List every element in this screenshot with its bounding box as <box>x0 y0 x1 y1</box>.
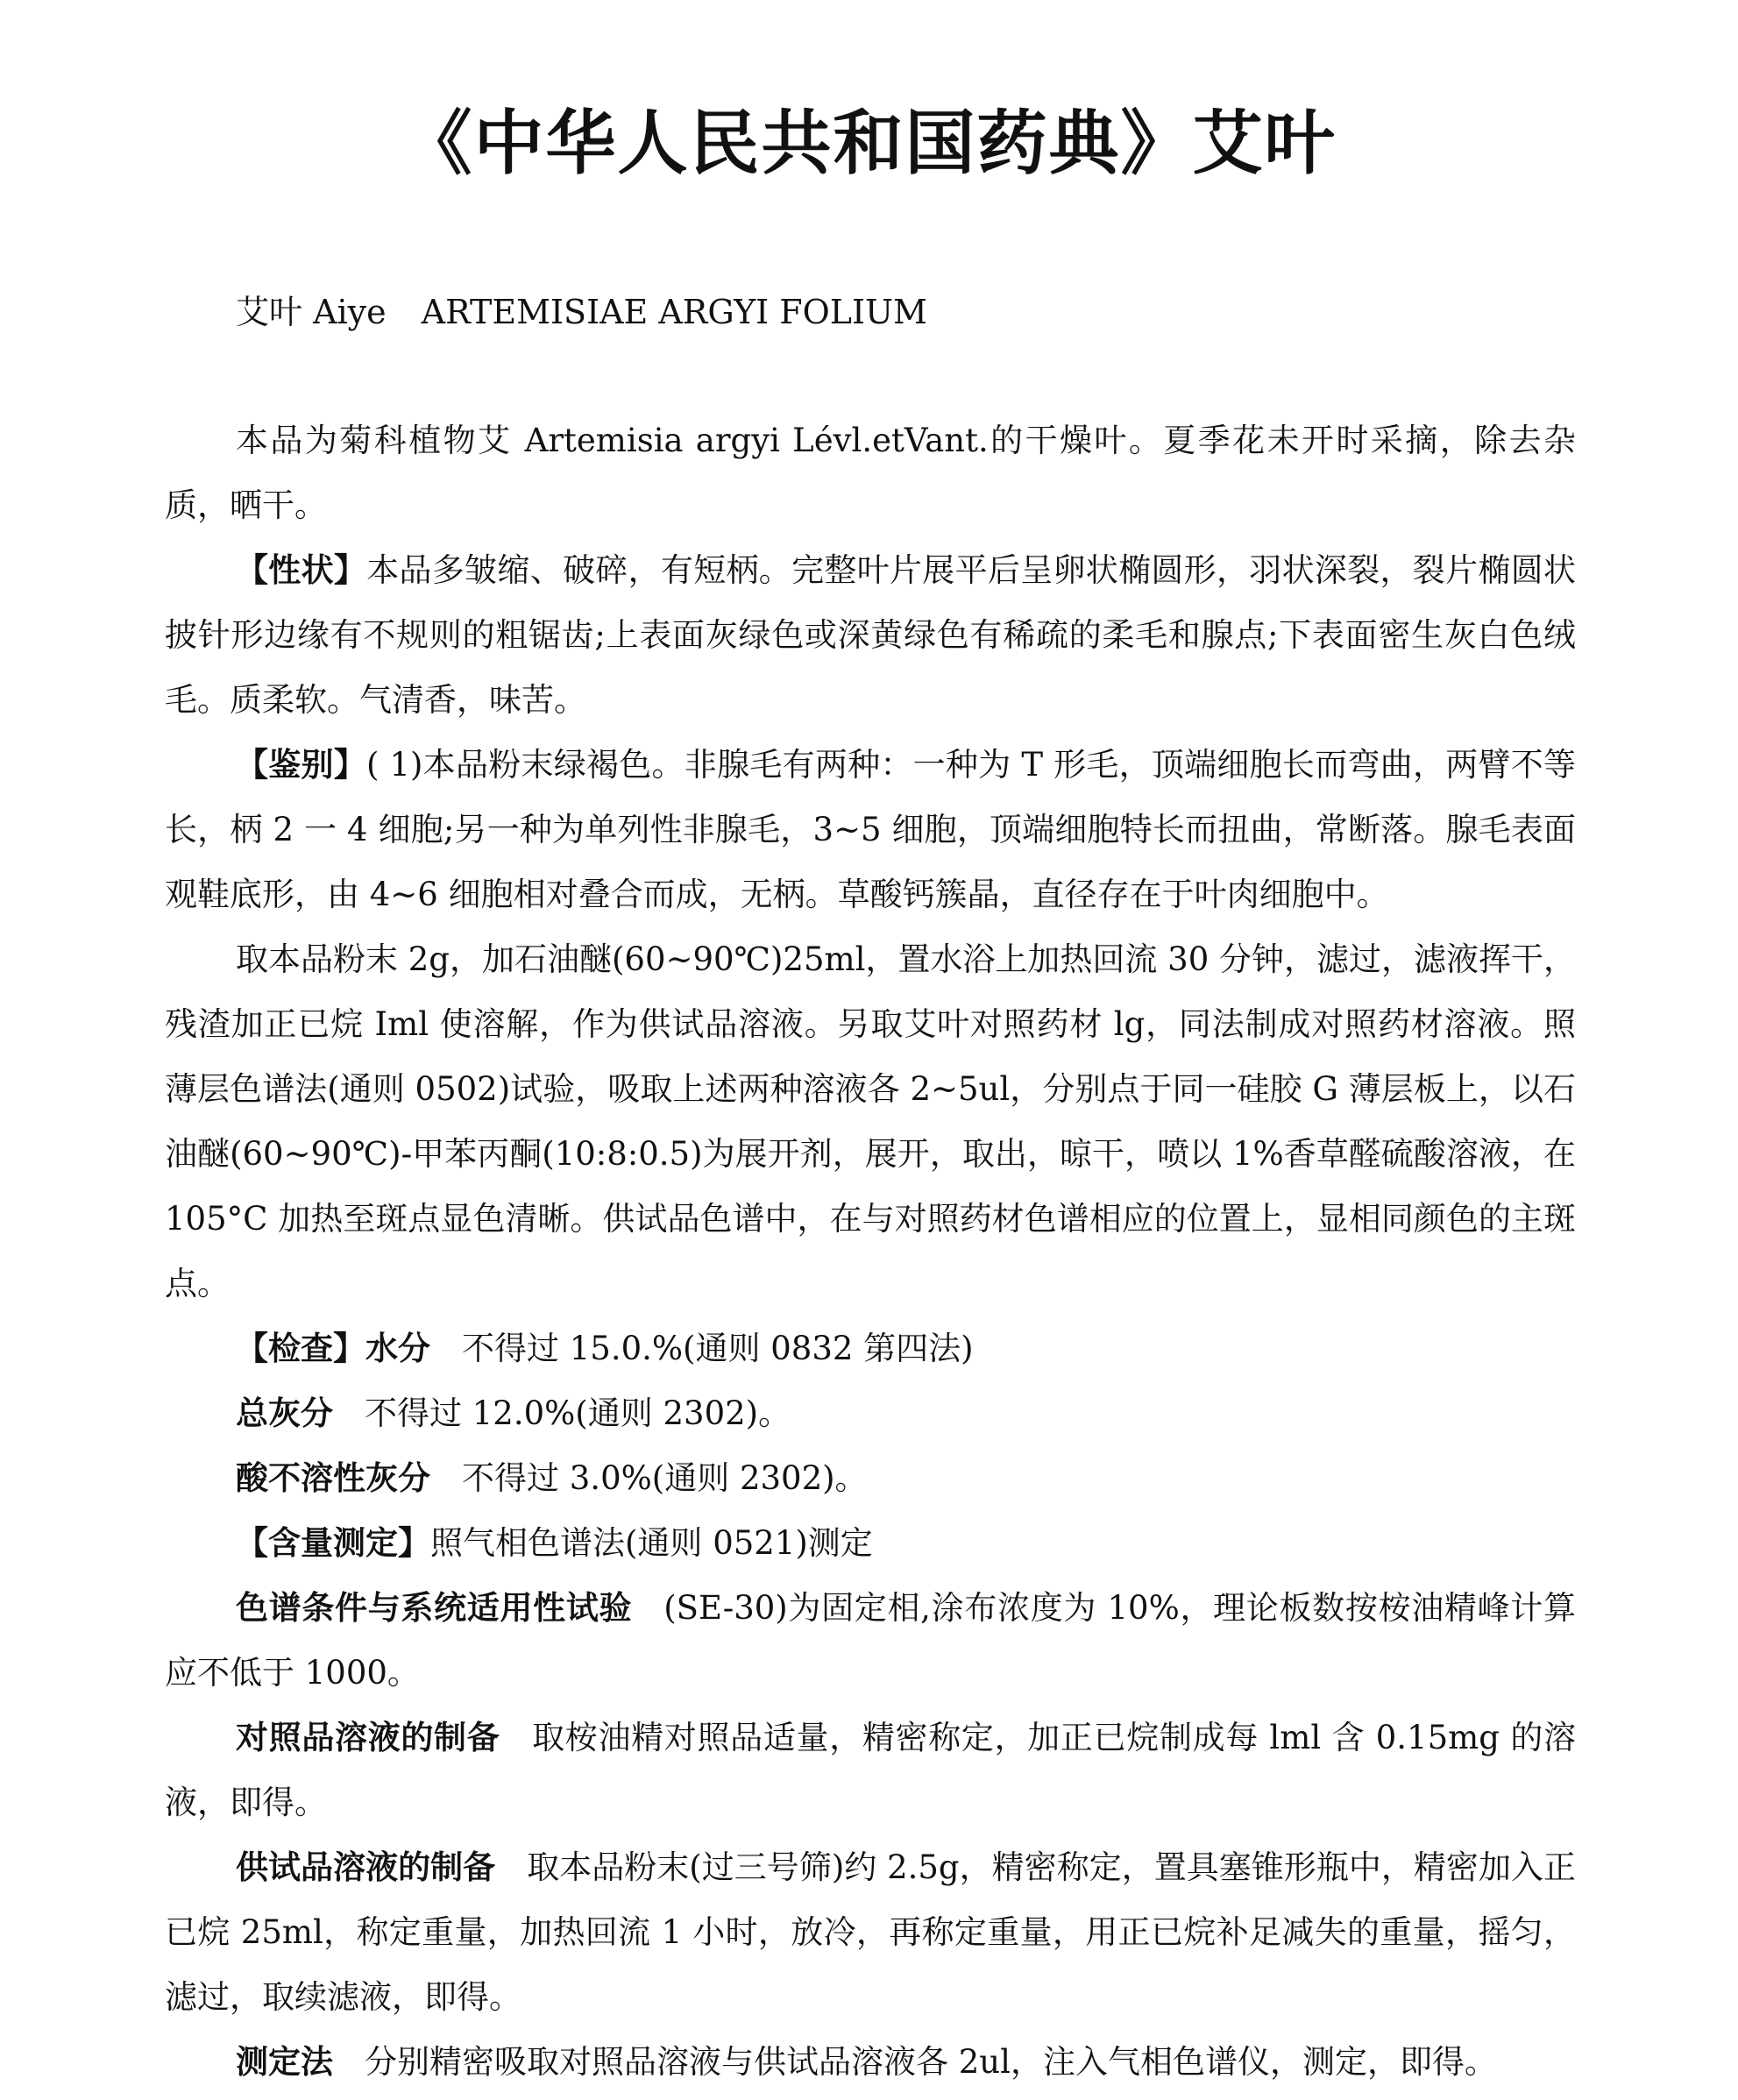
chromatographic-conditions-text: (SE-30)为固定相,涂布浓度为 10%，理论板数按桉油精峰计算应不低于 1000。 <box>165 1589 1576 1692</box>
procedure-text: 分别精密吸取对照品溶液与供试品溶液各 2ul，注入气相色谱仪，测定，即得。 <box>365 2043 1497 2081</box>
reference-solution-heading: 对照品溶液的制备 <box>236 1719 500 1756</box>
inspection-heading: 【检查】水分 <box>236 1330 430 1367</box>
herb-latin-name: ARTEMISIAE ARGYI FOLIUM <box>421 293 927 331</box>
identification-heading: 【鉴别】 <box>236 746 367 784</box>
chromatographic-conditions-paragraph <box>165 1576 1576 1706</box>
tlc-paragraph: 取本品粉末 2g，加石油醚(60~90℃)25ml，置水浴上加热回流 30 分钟，滤过，滤液挥干，残渣加正已烷 Iml 使溶解，作为供试品溶液。另取艾叶对照药材 lg，同法制成对照药材溶液。照薄层色谱法(通则 0502)试验，吸取上述两种溶液各 2~5ul，分别点于同一硅胶 G 薄层板上，以石油醚(60~90℃)-甲苯丙酮(10:8:0.5)为展开剂，展开，取出，晾干，喷以 1%香草醛硫酸溶液，在 105°C 加热至斑点显色清晰。供试品色谱中，在与对照药材色谱相应的位置上，显相同颜色的主斑点。 <box>165 940 1577 1302</box>
herb-chinese-name: 艾叶 Aiye <box>236 293 387 331</box>
intro-paragraph: 本品为菊科植物艾 Artemisia argyi Lévl.etVant.的干燥叶。夏季花未开时采摘，除去杂质，晒干。 <box>165 422 1576 524</box>
description-paragraph <box>165 538 1576 733</box>
test-solution-paragraph <box>165 1835 1576 2030</box>
total-ash-heading: 总灰分 <box>236 1394 333 1432</box>
assay-heading: 【含量测定】 <box>236 1524 430 1562</box>
moisture-paragraph <box>165 1316 1576 1381</box>
page-title: 《中华人民共和国药典》艾叶 <box>401 102 1337 184</box>
procedure-heading: 测定法 <box>236 2043 333 2081</box>
procedure-paragraph <box>165 2030 1576 2095</box>
identification-text: ( 1)本品粉末绿褐色。非腺毛有两种：一种为 T 形毛，顶端细胞长而弯曲，两臂不等长，柄 2 一 4 细胞;另一种为单列性非腺毛，3~5 细胞，顶端细胞特长而扭曲，常断落。腺毛表面观鞋底形，由 4~6 细胞相对叠合而成，无柄。草酸钙簇晶，直径存在于叶肉细胞中。 <box>165 746 1577 913</box>
test-solution-heading: 供试品溶液的制备 <box>236 1848 496 1886</box>
total-ash-text: 不得过 12.0%(通则 2302)。 <box>365 1394 791 1432</box>
total-ash-paragraph <box>165 1381 1576 1446</box>
assay-text: 照气相色谱法(通则 0521)测定 <box>430 1524 873 1562</box>
reference-solution-paragraph <box>165 1706 1576 1835</box>
herb-name-line <box>236 287 927 337</box>
test-solution-text: 取本品粉末(过三号筛)约 2.5g，精密称定，置具塞锥形瓶中，精密加入正已烷 25ml，称定重量，加热回流 1 小时，放冷，再称定重量，用正已烷补足减失的重量，摇匀，滤过，取续滤液，即得。 <box>165 1848 1576 2016</box>
description-text: 本品多皱缩、破碎，有短柄。完整叶片展平后呈卵状椭圆形，羽状深裂，裂片椭圆状披针形边缘有不规则的粗锯齿;上表面灰绿色或深黄绿色有稀疏的柔毛和腺点;下表面密生灰白色绒毛。质柔软。气清香，味苦。 <box>165 551 1577 719</box>
reference-solution-text: 取桉油精对照品适量，精密称定，加正已烷制成每 lml 含 0.15mg 的溶液，即得。 <box>165 1719 1577 1821</box>
acid-insoluble-ash-text: 不得过 3.0%(通则 2302)。 <box>462 1459 868 1497</box>
description-heading: 【性状】 <box>236 551 367 589</box>
monograph-body <box>165 408 1576 2095</box>
identification-paragraph <box>165 733 1576 927</box>
acid-insoluble-ash-paragraph <box>165 1446 1576 1511</box>
acid-insoluble-ash-heading: 酸不溶性灰分 <box>236 1459 430 1497</box>
assay-paragraph <box>165 1511 1576 1576</box>
moisture-text: 不得过 15.0.%(通则 0832 第四法) <box>462 1330 974 1367</box>
chromatographic-conditions-heading: 色谱条件与系统适用性试验 <box>236 1589 633 1627</box>
